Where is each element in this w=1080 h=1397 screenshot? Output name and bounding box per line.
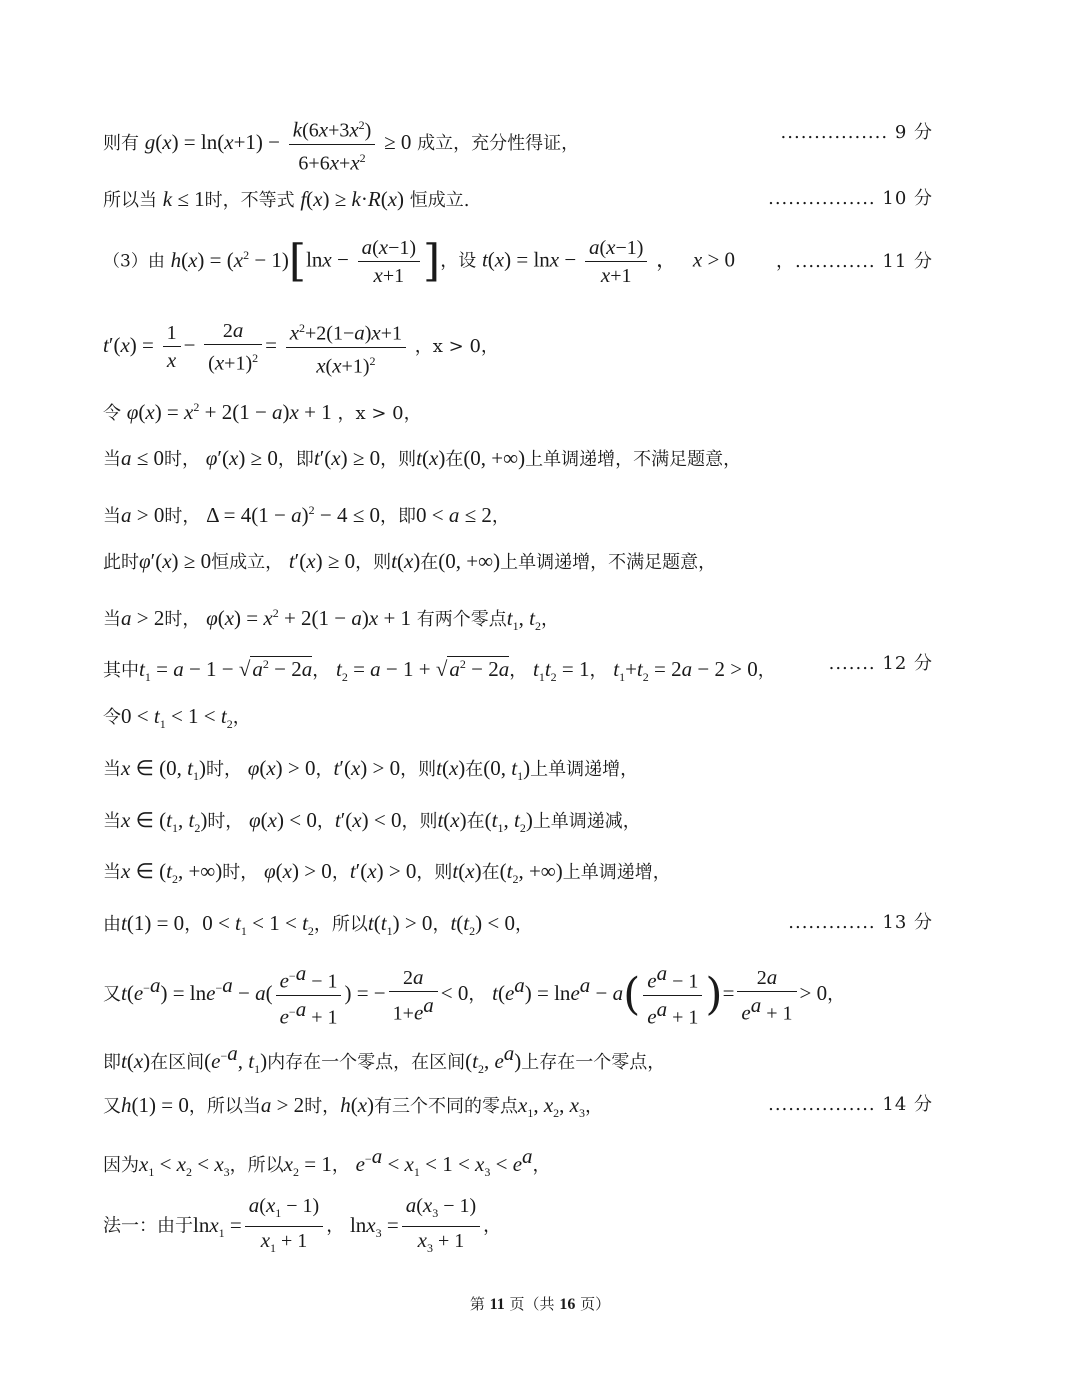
text: 在 bbox=[465, 759, 484, 780]
text: 时， bbox=[205, 759, 242, 780]
text: 内存在一个零点，在区间 bbox=[267, 1052, 466, 1073]
text: 令 bbox=[103, 403, 121, 424]
document-page: 则有 g(x) = ln(x+1) − $\frac{k(6x+3x^2)}{6+6x+x^2}$ ≥ 0 成立，充分性得证， ................ 9 分 所以当 k ≤ 1时，不等式 f(x) ≥ k·R(x) 恒成立. ................ 10 分 （3）由 $h(x) = (x^2 - 1)[\ln x$ − $\frac{a(x-1)}{x+1}$ ]，设 t(x) = lnx − $\frac{a(x-1)}{x+1}$ ， x > 0 ，............ 11 分 t′(x) = $\frac{1}{x}$ − $\frac{2a}{(x+1)^2}$ = $\frac{x^2+2(1-a)x+1}{x(x+1)^2}$ ，x > 0， 令 $\varphi(x) = x^2 + 2(1 - a)x + 1$ ，x > 0， 当a ≤ 0时， φ′(x) ≥ 0，即t′(x) ≥ 0，则t(x)在(0, +∞)上单调递增，不满足题意， 当a > 0时， $\Delta = 4(1 - a)^2 - 4 \le 0$，即0 < a ≤ 2， 此时φ′(x) ≥ 0恒成立， t′(x) ≥ 0，则t(x)在(0, +∞)上单调递增，不满足题意， 当a > 2时， $\varphi(x) = x^2 + 2(1 - a)x + 1$ 有两个零点$t_1$, $t_2$， 其中$t_1 = a - 1 - √a^2 - 2a$， $t_2 = a - 1 + √a^2 - 2a$， $t_1t_2 = 1$， $t_1+t_2 = 2a - 2 > 0$， ....... 12 分 令$0 < t_1 < 1 < t_2$， 当x ∈ (0, $t_1$)时， φ(x) > 0，t′(x) > 0，则t(x)在(0, $t_1$)上单调递增， 当x ∈ ($t_1$, $t_2$)时， φ(x) < 0，t′(x) < 0，则t(x)在($t_1$, $t_2$)上单调递减， 当x ∈ ($t_2$, +∞)时， φ(x) > 0，t′(x) > 0，则t(x)在($t_2$, +∞)上单调递增， 由t(1) = 0，$0 < t_1 < 1 < t_2$，所以$t(t_1) > 0$，$t(t_2) < 0$， ............. 13 分 又$t(e^{-a}) = \ln e^{-a} - a$( $\frac{e^{-a} - 1}{e^{-a} + 1}$ ) = − $\frac{2a}{1+e^a}$ < 0， $t(e^a) = \ln e^a - a$( $\frac{e^a - 1}{e^a + 1}$ )= $\frac{2a}{e^a + 1}$ > 0， 即t(x)在区间($e^{-a}$, $t_1$)内存在一个零点，在区间($t_2$, $e^a$)上存在一个零点， 又h(1) = 0，所以当a > 2时，h(x)有三个不同的零点$x_1$, $x_2$, $x_3$， ................ 14 分 因为$x_1 < x_2 < x_3$，所以$x_2 = 1$， $e^{-a} < x_1 < 1 < x_3 < e^a$， 法一：由于lnx$_1$ = $\frac{a(x_1 - 1)}{x_1 + 1}$ ， lnx$_3$ = $\frac{a(x_3 - 1)}{x_3 + 1}$ ， 第 11 页（共 16 页） bbox=[0, 0, 1080, 1397]
score-mark: ................ 9 分 bbox=[780, 122, 933, 143]
text: 时，不等式 bbox=[204, 190, 295, 211]
text: 有三个不同的零点 bbox=[374, 1096, 519, 1117]
text: ，x > 0， bbox=[414, 336, 499, 358]
fraction: $\frac{k(6x+3x^2)}{6+6x+x^2}$ bbox=[289, 112, 376, 176]
text: ，所以 bbox=[229, 1155, 284, 1176]
text: 其中 bbox=[103, 660, 139, 681]
text: 有两个零点 bbox=[416, 609, 507, 630]
text: ，则 bbox=[401, 811, 438, 832]
text: ，则 bbox=[416, 862, 453, 883]
text: 由 bbox=[103, 914, 121, 935]
proof-line-17: 即t(x)在区间($e^{-a}$, $t_1$)内存在一个零点，在区间($t_2$, $e^a$)上存在一个零点， bbox=[103, 1041, 666, 1077]
text: ，则 bbox=[355, 552, 392, 573]
text: ，则 bbox=[400, 759, 437, 780]
proof-line-19: 因为$x_1 < x_2 < x_3$，所以$x_2 = 1$， $e^{-a} < x_1 < 1 < x_3 < e^a$， bbox=[103, 1144, 551, 1180]
text: 上单调递增， bbox=[562, 862, 671, 883]
text: 当 bbox=[103, 862, 121, 883]
text: 恒成立. bbox=[409, 190, 470, 211]
text: 又 bbox=[103, 1096, 121, 1117]
score-mark: ................ 14 分 bbox=[768, 1094, 933, 1115]
text: 时， bbox=[164, 506, 201, 527]
text: ，所以当 bbox=[188, 1096, 261, 1117]
text: 当 bbox=[103, 811, 121, 832]
text: ，即 bbox=[379, 506, 416, 527]
text: 在 bbox=[466, 811, 485, 832]
proof-line-5: 令 $\varphi(x) = x^2 + 2(1 - a)x + 1$ ，x > 0， bbox=[103, 400, 422, 424]
page-footer bbox=[0, 1293, 1080, 1314]
text: 在 bbox=[445, 449, 464, 470]
text: 在 bbox=[420, 552, 439, 573]
proof-line-20: 法一：由于lnx$_1$ = $\frac{a(x_1 - 1)}{x_1 + 1}$ ， lnx$_3$ = $\frac{a(x_3 - 1)}{x_3 + 1}$ ， bbox=[103, 1193, 502, 1255]
text: 恒成立， bbox=[211, 552, 284, 573]
text: 页） bbox=[575, 1295, 611, 1313]
proof-line-13: 当x ∈ ($t_1$, $t_2$)时， φ(x) < 0，t′(x) < 0，则t(x)在($t_1$, $t_2$)上单调递减， bbox=[103, 808, 641, 836]
proof-line-6: 当a ≤ 0时， φ′(x) ≥ 0，即t′(x) ≥ 0，则t(x)在(0, +∞)上单调递增，不满足题意， bbox=[103, 446, 742, 470]
text: 上单调递增， bbox=[530, 759, 639, 780]
text: 页（共 bbox=[504, 1295, 560, 1313]
proof-line-14: 当x ∈ ($t_2$, +∞)时， φ(x) > 0，t′(x) > 0，则t(x)在($t_2$, +∞)上单调递增， bbox=[103, 859, 671, 887]
text: 时， bbox=[164, 449, 201, 470]
text: 此时 bbox=[103, 552, 139, 573]
text: 当 bbox=[103, 449, 121, 470]
text: 因为 bbox=[103, 1155, 139, 1176]
text: 又 bbox=[103, 984, 121, 1006]
text: 时， bbox=[222, 862, 259, 883]
proof-line-16: 又$t(e^{-a}) = \ln e^{-a} - a$( $\frac{e^{-a} - 1}{e^{-a} + 1}$ ) = − $\frac{2a}{1+e^a}$ < 0， $t(e^a) = \ln e^a - a$( $\frac{e^a - 1}{e^a + 1}$ )= $\frac{2a}{e^a + 1}$ > 0， bbox=[103, 961, 846, 1029]
line-content: 则有 g(x) = ln(x+1) − $\frac{k(6x+3x^2)}{6+6x+x^2}$ ≥ 0 成立，充分性得证， bbox=[103, 112, 579, 176]
proof-line-7: 当a > 0时， $\Delta = 4(1 - a)^2 - 4 \le 0$，即0 < a ≤ 2， bbox=[103, 503, 510, 527]
text: 上单调递增，不满足题意， bbox=[500, 552, 717, 573]
text: 时， bbox=[304, 1096, 341, 1117]
total-pages: 16 bbox=[559, 1296, 576, 1313]
proof-line-8: 此时φ′(x) ≥ 0恒成立， t′(x) ≥ 0，则t(x)在(0, +∞)上单调递增，不满足题意， bbox=[103, 549, 717, 573]
score-mark: ................ 10 分 bbox=[768, 188, 933, 209]
text: 令 bbox=[103, 707, 121, 728]
text: 法一：由于 bbox=[103, 1215, 193, 1237]
text: 则有 bbox=[103, 133, 145, 155]
text: 时， bbox=[207, 811, 244, 832]
text: ，即 bbox=[277, 449, 314, 470]
text: ，则 bbox=[380, 449, 417, 470]
text: 即 bbox=[103, 1052, 121, 1073]
score-mark: ............. 13 分 bbox=[788, 912, 933, 933]
page-number: 11 bbox=[489, 1296, 505, 1313]
proof-line-12: 当x ∈ (0, $t_1$)时， φ(x) > 0，t′(x) > 0，则t(x)在(0, $t_1$)上单调递增， bbox=[103, 756, 639, 784]
text: 当 bbox=[103, 609, 121, 630]
text: ，所以 bbox=[313, 914, 368, 935]
text: 上单调递增，不满足题意， bbox=[525, 449, 742, 470]
text: 当 bbox=[103, 506, 121, 527]
text: 上单调递减， bbox=[532, 811, 641, 832]
text: ，设 bbox=[440, 250, 477, 272]
text: 当 bbox=[103, 759, 121, 780]
proof-line-9: 当a > 2时， $\varphi(x) = x^2 + 2(1 - a)x + 1$ 有两个零点$t_1$, $t_2$， bbox=[103, 606, 559, 634]
score-mark: ....... 12 分 bbox=[828, 653, 933, 674]
text: 上存在一个零点， bbox=[521, 1052, 666, 1073]
text: 第 bbox=[469, 1295, 490, 1313]
text: 在 bbox=[481, 862, 500, 883]
proof-line-11: 令$0 < t_1 < 1 < t_2$， bbox=[103, 704, 251, 732]
text: 时， bbox=[164, 609, 201, 630]
score-mark: ，............ 11 分 bbox=[775, 251, 933, 272]
text: ，x > 0， bbox=[337, 403, 422, 424]
text: 所以当 bbox=[103, 190, 157, 211]
text: 在区间 bbox=[150, 1052, 205, 1073]
text: 成立，充分性得证， bbox=[411, 133, 580, 155]
text: （3）由 bbox=[103, 251, 165, 272]
